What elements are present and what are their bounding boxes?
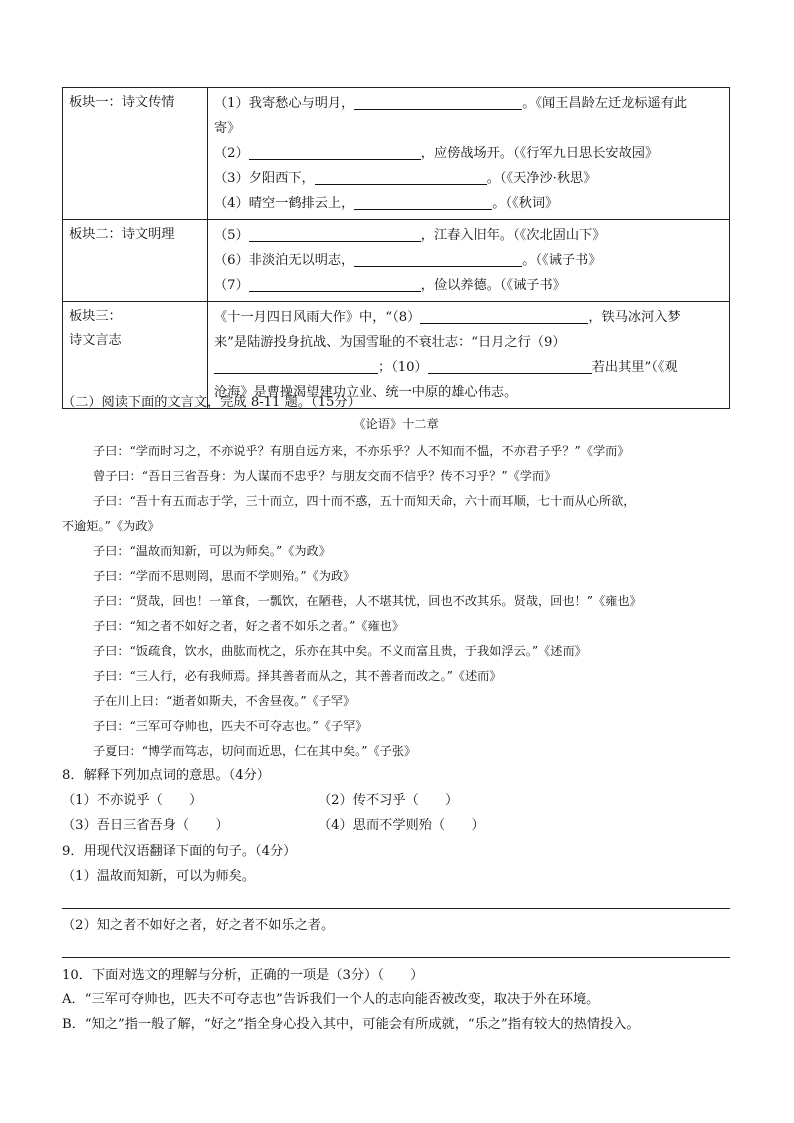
fill-line-4: （4）晴空一鹤排云上， 。（《秋词》 — [214, 191, 723, 216]
poetry-fill-table — [62, 87, 730, 409]
question-10-heading: 10．下面对选文的理解与分析，正确的一项是（3分）（ ） — [62, 968, 424, 983]
passage-paragraph: 子曰：“三人行，必有我师焉。择其善者而从之，其不善者而改之。”《述而》 — [93, 669, 502, 683]
question-8-item: （2）传不习乎（ ） — [318, 793, 459, 808]
fill-line-7: （7） ，俭以养德。（《诫子书》 — [214, 273, 723, 298]
answer-blank-1[interactable] — [354, 93, 522, 110]
question-8-heading: 8．解释下列加点词的意思。（4分） — [62, 768, 270, 783]
block-1-label: 板块一：诗文传情 — [63, 88, 208, 220]
question-8-item: （4）思而不学则殆（ ） — [318, 818, 485, 833]
section-2-heading: （二）阅读下面的文言文，完成 8-11 题。（15分） — [62, 395, 361, 410]
block-2-label: 板块二：诗文明理 — [63, 220, 208, 302]
fill-line-5: （5） ，江春入旧年。（《次北固山下》 — [214, 223, 723, 248]
question-9-item: （1）温故而知新，可以为师矣。 — [62, 869, 256, 884]
answer-line[interactable] — [62, 908, 730, 909]
passage-paragraph: 子夏曰：“博学而笃志，切问而近思，仁在其中矣。”《子张》 — [93, 744, 417, 758]
passage-paragraph: 子曰：“学而不思则罔，思而不学则殆。”《为政》 — [93, 569, 356, 583]
fill-line-8-cont: 来”是陆游投身抗战、为国雪耻的不衰壮志：“日月之行（9） — [214, 335, 566, 350]
table-row — [63, 88, 730, 220]
fill-line-6: （6）非淡泊无以明志， 。（《诫子书》 — [214, 248, 723, 273]
answer-blank-6[interactable] — [354, 250, 522, 267]
answer-blank-4[interactable] — [354, 193, 492, 210]
question-8-item: （1）不亦说乎（ ） — [62, 793, 203, 808]
fill-line-2: （2） ，应傍战场开。（《行军九日思长安故园》 — [214, 141, 723, 166]
answer-blank-3[interactable] — [315, 168, 487, 185]
block-1-content — [208, 88, 730, 220]
passage-paragraph: 子曰：“温故而知新，可以为师矣。”《为政》 — [93, 544, 331, 558]
question-9-item: （2）知之者不如好之者，好之者不如乐之者。 — [62, 918, 335, 933]
fill-line-8: 《十一月四日风雨大作》中，“（8） ，铁马冰河入梦 — [214, 305, 723, 330]
passage-paragraph: 不逾矩。”《为政》 — [62, 519, 160, 533]
answer-blank-5[interactable] — [249, 225, 421, 242]
fill-line-9-10: ；（10） 若出其里”（《观 — [214, 355, 723, 380]
question-10-option[interactable]: A．“三军可夺帅也，匹夫不可夺志也”告诉我们一个人的志向能否被改变，取决于外在环境。 — [62, 992, 600, 1007]
question-10-option[interactable]: B．“知之”指一般了解，“好之”指全身心投入其中，可能会有所成就，“乐之”指有较大的热情投入。 — [62, 1017, 640, 1032]
fill-line-3: （3）夕阳西下， 。（《天净沙·秋思》 — [214, 166, 723, 191]
answer-blank-10[interactable] — [428, 357, 592, 374]
answer-blank-2[interactable] — [249, 143, 421, 160]
question-8-item: （3）吾日三省吾身（ ） — [62, 818, 229, 833]
passage-paragraph: 子曰：“知之者不如好之者，好之者不如乐之者。”《雍也》 — [93, 619, 405, 633]
block-3-label: 板块三： 诗文言志 — [63, 302, 208, 409]
fill-line-10-cont: 沧海》是曹操渴望建功立业、统一中原的雄心伟志。 — [214, 385, 518, 400]
fill-line-1-cont: 寄》 — [214, 121, 241, 136]
passage-title: 《论语》十二章 — [353, 417, 439, 431]
passage-paragraph: 子曰：“三军可夺帅也，匹夫不可夺志也。”《子罕》 — [93, 719, 368, 733]
passage-paragraph: 子曰：“贤哉，回也！一箪食，一瓢饮，在陋巷，人不堪其忧，回也不改其乐。贤哉，回也！”《雍也》 — [93, 594, 642, 608]
answer-blank-9[interactable] — [214, 357, 378, 374]
passage-paragraph: 曾子曰：“吾日三省吾身：为人谋而不忠乎？与朋友交而不信乎？传不习乎？”《学而》 — [93, 469, 557, 483]
table-row — [63, 220, 730, 302]
answer-blank-7[interactable] — [249, 275, 421, 292]
question-9-heading: 9．用现代汉语翻译下面的句子。（4分） — [62, 844, 297, 859]
passage-paragraph: 子曰：“饭疏食，饮水，曲肱而枕之，乐亦在其中矣。不义而富且贵，于我如浮云。”《述而》 — [93, 644, 587, 658]
block-2-content — [208, 220, 730, 302]
fill-line-1: （1）我寄愁心与明月， 。《闻王昌龄左迁龙标遥有此 — [214, 91, 723, 116]
passage-paragraph: 子在川上曰：“逝者如斯夫，不舍昼夜。”《子罕》 — [93, 694, 356, 708]
passage-paragraph: 子曰：“学而时习之，不亦说乎？有朋自远方来，不亦乐乎？人不知而不愠，不亦君子乎？”《学而》 — [93, 444, 630, 458]
passage-paragraph: 子曰：“吾十有五而志于学，三十而立，四十而不惑，五十而知天命，六十而耳顺，七十而从心所欲， — [93, 494, 636, 508]
answer-line[interactable] — [62, 957, 730, 958]
answer-blank-8[interactable] — [420, 307, 588, 324]
